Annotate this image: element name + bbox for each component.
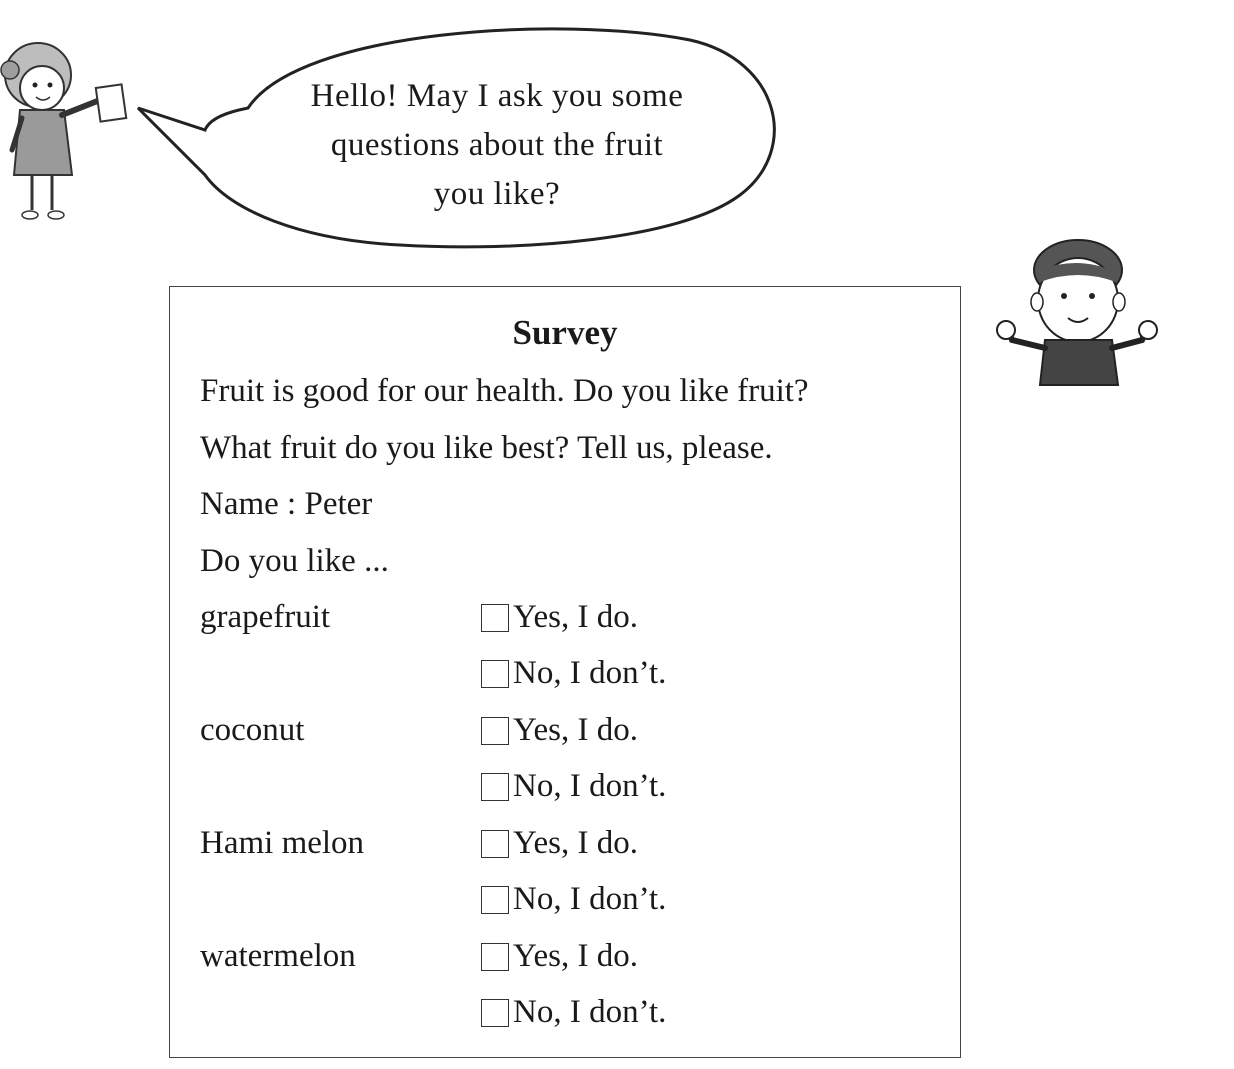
- boy-illustration: [997, 240, 1157, 385]
- bubble-line: Hello! May I ask you some: [310, 78, 684, 114]
- option-label: Yes, I do.: [513, 599, 639, 635]
- checkbox[interactable]: [481, 999, 509, 1027]
- option-label: No, I don’t.: [513, 881, 667, 917]
- fruit-name: coconut: [200, 712, 305, 748]
- option-no[interactable]: [481, 655, 666, 692]
- option-label: Yes, I do.: [513, 825, 639, 861]
- girl-illustration: [1, 43, 126, 219]
- checkbox[interactable]: [481, 943, 509, 971]
- option-label: No, I don’t.: [513, 994, 667, 1030]
- checkbox[interactable]: [481, 830, 509, 858]
- option-no[interactable]: [481, 994, 666, 1031]
- checkbox[interactable]: [481, 717, 509, 745]
- checkbox[interactable]: [481, 773, 509, 801]
- option-label: Yes, I do.: [513, 712, 639, 748]
- speech-bubble-text: [262, 72, 732, 219]
- option-yes[interactable]: [481, 938, 638, 975]
- bubble-line: questions about the fruit: [330, 127, 664, 163]
- fruit-name: Hami melon: [200, 825, 365, 861]
- question-text: Do you like ...: [200, 543, 389, 579]
- intro-line: Fruit is good for our health. Do you like fruit?: [200, 373, 809, 409]
- option-yes[interactable]: [481, 825, 638, 862]
- option-label: No, I don’t.: [513, 768, 667, 804]
- option-yes[interactable]: [481, 712, 638, 749]
- option-yes[interactable]: [481, 599, 638, 636]
- fruit-name: watermelon: [200, 938, 356, 974]
- bubble-line: you like?: [433, 176, 561, 212]
- option-label: No, I don’t.: [513, 655, 667, 691]
- option-label: Yes, I do.: [513, 938, 639, 974]
- intro-line: What fruit do you like best? Tell us, please.: [200, 430, 773, 466]
- checkbox[interactable]: [481, 660, 509, 688]
- option-no[interactable]: [481, 768, 666, 805]
- name-field: Name : Peter: [200, 486, 373, 522]
- survey-title: Survey: [512, 313, 618, 352]
- fruit-name: grapefruit: [200, 599, 331, 635]
- option-no[interactable]: [481, 881, 666, 918]
- checkbox[interactable]: [481, 886, 509, 914]
- survey-box: [169, 286, 961, 1058]
- checkbox[interactable]: [481, 604, 509, 632]
